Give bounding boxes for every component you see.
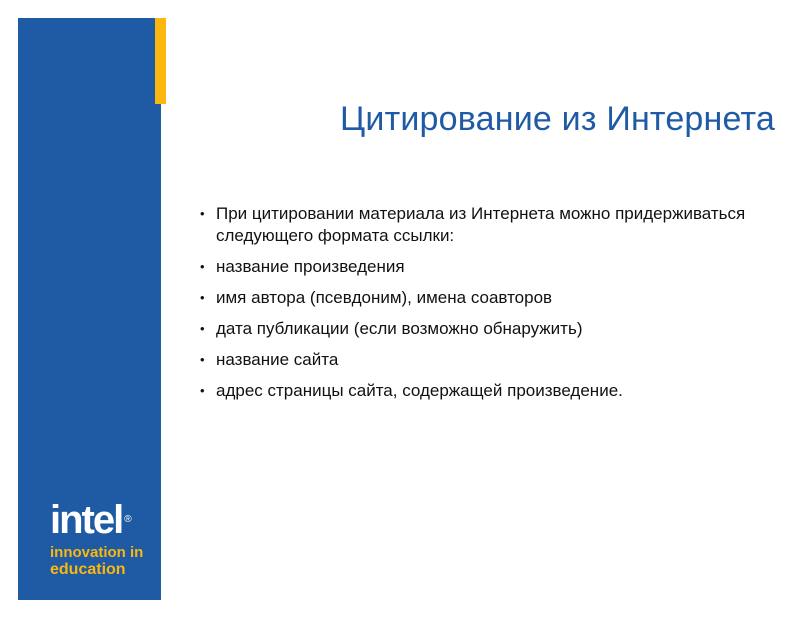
bullet-text: имя автора (псевдоним), имена соавторов (216, 288, 553, 307)
logo-tagline (50, 544, 143, 578)
bullet-icon: • (200, 352, 205, 367)
logo-wordmark (50, 500, 143, 540)
bullet-item (198, 380, 758, 402)
bullet-icon: • (200, 321, 205, 336)
intel-logo (50, 500, 143, 578)
slide-title: Цитирование из Интернета (340, 100, 775, 138)
bullet-text: При цитировании материала из Интернета можно придерживаться следующего формата ссылки: (216, 204, 746, 245)
bullet-icon: • (200, 290, 205, 305)
registered-mark: ® (124, 514, 132, 525)
bullet-item (198, 349, 758, 371)
logo-wordmark-text: intel (50, 498, 123, 542)
bullet-icon: • (200, 206, 205, 221)
tagline-line-2: education (50, 561, 126, 578)
bullet-icon: • (200, 383, 205, 398)
bullet-item (198, 318, 758, 340)
accent-stripe (155, 18, 166, 104)
bullet-text: дата публикации (если возможно обнаружить) (216, 319, 583, 338)
bullet-list (198, 203, 758, 411)
tagline-line-1: innovation in (50, 544, 144, 561)
bullet-text: адрес страницы сайта, содержащей произведение. (216, 381, 623, 400)
bullet-item (198, 287, 758, 309)
bullet-text: название произведения (216, 257, 405, 276)
bullet-icon: • (200, 259, 205, 274)
bullet-item (198, 203, 758, 247)
bullet-text: название сайта (216, 350, 339, 369)
bullet-item (198, 256, 758, 278)
